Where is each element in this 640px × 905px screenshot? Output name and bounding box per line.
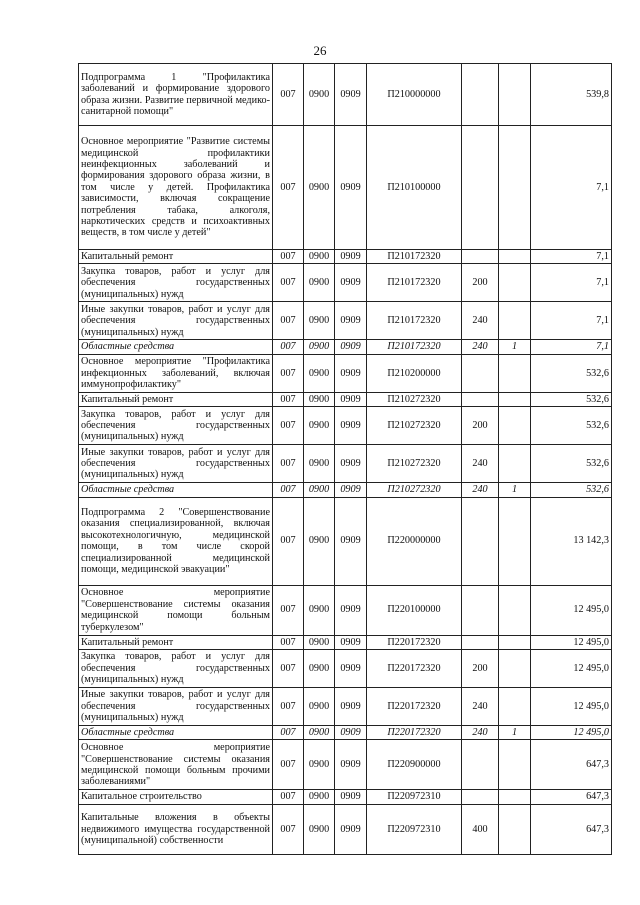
section-code: 0900 [304,302,335,340]
section-code: 0900 [304,445,335,483]
grbs-code: 007 [273,740,304,790]
grbs-code: 007 [273,126,304,250]
row-name: Капитальный ремонт [79,392,273,406]
table-row [79,688,612,726]
target-article-code: П220972310 [367,804,462,854]
target-article-code: П220172320 [367,635,462,649]
section-code: 0900 [304,64,335,126]
funding-source-code: 1 [499,726,531,740]
table-row [79,445,612,483]
row-name: Капитальный ремонт [79,250,273,264]
subsection-code: 0909 [335,250,367,264]
section-code: 0900 [304,804,335,854]
expense-type-code: 240 [462,483,499,497]
table-row [79,585,612,635]
subsection-code: 0909 [335,635,367,649]
section-code: 0900 [304,392,335,406]
subsection-code: 0909 [335,688,367,726]
row-name: Иные закупки товаров, работ и услуг для обеспечения государственных (муниципальных) нужд [79,688,273,726]
amount: 12 495,0 [531,688,612,726]
grbs-code: 007 [273,250,304,264]
target-article-code: П220172320 [367,688,462,726]
amount: 532,6 [531,392,612,406]
amount: 7,1 [531,250,612,264]
grbs-code: 007 [273,585,304,635]
table-row [79,497,612,585]
funding-source-code [499,407,531,445]
table-row [79,407,612,445]
section-code: 0900 [304,790,335,804]
target-article-code: П210100000 [367,126,462,250]
table-row [79,392,612,406]
grbs-code: 007 [273,635,304,649]
amount: 532,6 [531,354,612,392]
grbs-code: 007 [273,804,304,854]
subsection-code: 0909 [335,497,367,585]
table-row [79,264,612,302]
grbs-code: 007 [273,264,304,302]
section-code: 0900 [304,354,335,392]
table-row [79,340,612,354]
funding-source-code: 1 [499,483,531,497]
expense-type-code [462,790,499,804]
subsection-code: 0909 [335,650,367,688]
row-name: Капитальный ремонт [79,635,273,649]
target-article-code: П220172320 [367,650,462,688]
funding-source-code [499,445,531,483]
target-article-code: П210272320 [367,392,462,406]
row-name: Основное мероприятие "Совершенствование системы оказания медицинской помощи больным прочими заболеваниями" [79,740,273,790]
grbs-code: 007 [273,445,304,483]
expense-type-code [462,354,499,392]
grbs-code: 007 [273,354,304,392]
amount: 647,3 [531,790,612,804]
row-name: Областные средства [79,726,273,740]
section-code: 0900 [304,635,335,649]
funding-source-code: 1 [499,340,531,354]
row-name: Основное мероприятие "Совершенствование системы оказания медицинской помощи больным туберкулезом" [79,585,273,635]
amount: 12 495,0 [531,635,612,649]
grbs-code: 007 [273,407,304,445]
subsection-code: 0909 [335,726,367,740]
section-code: 0900 [304,340,335,354]
section-code: 0900 [304,497,335,585]
expense-type-code: 200 [462,264,499,302]
target-article-code: П220000000 [367,497,462,585]
row-name: Закупка товаров, работ и услуг для обеспечения государственных (муниципальных) нужд [79,407,273,445]
table-row [79,635,612,649]
subsection-code: 0909 [335,126,367,250]
subsection-code: 0909 [335,264,367,302]
target-article-code: П220900000 [367,740,462,790]
amount: 7,1 [531,126,612,250]
expense-type-code [462,126,499,250]
expense-type-code [462,740,499,790]
target-article-code: П210272320 [367,407,462,445]
expense-type-code [462,64,499,126]
grbs-code: 007 [273,302,304,340]
expense-type-code: 400 [462,804,499,854]
budget-table [78,63,612,855]
section-code: 0900 [304,650,335,688]
section-code: 0900 [304,585,335,635]
target-article-code: П210200000 [367,354,462,392]
amount: 532,6 [531,445,612,483]
subsection-code: 0909 [335,407,367,445]
subsection-code: 0909 [335,302,367,340]
row-name: Областные средства [79,340,273,354]
funding-source-code [499,126,531,250]
table-row [79,302,612,340]
target-article-code: П210172320 [367,250,462,264]
grbs-code: 007 [273,392,304,406]
expense-type-code: 200 [462,650,499,688]
target-article-code: П220172320 [367,726,462,740]
amount: 7,1 [531,264,612,302]
table-row [79,790,612,804]
expense-type-code [462,497,499,585]
grbs-code: 007 [273,340,304,354]
expense-type-code: 240 [462,302,499,340]
funding-source-code [499,392,531,406]
funding-source-code [499,740,531,790]
expense-type-code: 240 [462,340,499,354]
target-article-code: П220100000 [367,585,462,635]
funding-source-code [499,650,531,688]
subsection-code: 0909 [335,483,367,497]
section-code: 0900 [304,483,335,497]
expense-type-code: 240 [462,688,499,726]
amount: 532,6 [531,407,612,445]
row-name: Подпрограмма 2 "Совершенствование оказания специализированной, включая высокотехнологичную, медицинской помощи, в том числе скорой специализированной медицинской помощи, медицинской эвакуации" [79,497,273,585]
row-name: Основное мероприятие "Профилактика инфекционных заболеваний, включая иммунопрофилактику" [79,354,273,392]
table-row [79,650,612,688]
row-name: Иные закупки товаров, работ и услуг для обеспечения государственных (муниципальных) нужд [79,302,273,340]
section-code: 0900 [304,407,335,445]
table-row [79,250,612,264]
table-row [79,64,612,126]
grbs-code: 007 [273,688,304,726]
section-code: 0900 [304,264,335,302]
expense-type-code: 200 [462,407,499,445]
amount: 13 142,3 [531,497,612,585]
expense-type-code: 240 [462,445,499,483]
subsection-code: 0909 [335,740,367,790]
amount: 12 495,0 [531,585,612,635]
funding-source-code [499,264,531,302]
target-article-code: П210172320 [367,340,462,354]
grbs-code: 007 [273,790,304,804]
amount: 7,1 [531,302,612,340]
target-article-code: П210172320 [367,302,462,340]
row-name: Подпрограмма 1 "Профилактика заболеваний и формирование здорового образа жизни. Развитие первичной медико-санитарной помощи" [79,64,273,126]
funding-source-code [499,302,531,340]
target-article-code: П210172320 [367,264,462,302]
expense-type-code [462,635,499,649]
table-row [79,126,612,250]
subsection-code: 0909 [335,392,367,406]
subsection-code: 0909 [335,340,367,354]
row-name: Иные закупки товаров, работ и услуг для обеспечения государственных (муниципальных) нужд [79,445,273,483]
table-row [79,726,612,740]
funding-source-code [499,804,531,854]
target-article-code: П220972310 [367,790,462,804]
grbs-code: 007 [273,483,304,497]
section-code: 0900 [304,688,335,726]
table-row [79,804,612,854]
row-name: Капитальное строительство [79,790,273,804]
page-number: 26 [313,43,327,58]
subsection-code: 0909 [335,354,367,392]
section-code: 0900 [304,726,335,740]
funding-source-code [499,635,531,649]
funding-source-code [499,688,531,726]
amount: 12 495,0 [531,650,612,688]
grbs-code: 007 [273,650,304,688]
funding-source-code [499,585,531,635]
subsection-code: 0909 [335,445,367,483]
expense-type-code: 240 [462,726,499,740]
amount: 532,6 [531,483,612,497]
amount: 12 495,0 [531,726,612,740]
subsection-code: 0909 [335,804,367,854]
table-row [79,483,612,497]
subsection-code: 0909 [335,585,367,635]
row-name: Областные средства [79,483,273,497]
expense-type-code [462,250,499,264]
table-row [79,354,612,392]
grbs-code: 007 [273,497,304,585]
funding-source-code [499,354,531,392]
section-code: 0900 [304,126,335,250]
table-row [79,740,612,790]
subsection-code: 0909 [335,790,367,804]
funding-source-code [499,250,531,264]
target-article-code: П210272320 [367,483,462,497]
funding-source-code [499,790,531,804]
subsection-code: 0909 [335,64,367,126]
amount: 647,3 [531,740,612,790]
funding-source-code [499,497,531,585]
amount: 647,3 [531,804,612,854]
grbs-code: 007 [273,726,304,740]
row-name: Основное мероприятие "Развитие системы медицинской профилактики неинфекционных заболеваний и формирования здорового образа жизни, в том числе у детей. Профилактика зависимости, включая сокращение потребления табака, алкоголя, наркотических средств и психоактивных веществ, в том числе у детей" [79,126,273,250]
amount: 7,1 [531,340,612,354]
amount: 539,8 [531,64,612,126]
target-article-code: П210272320 [367,445,462,483]
row-name: Закупка товаров, работ и услуг для обеспечения государственных (муниципальных) нужд [79,650,273,688]
expense-type-code [462,392,499,406]
target-article-code: П210000000 [367,64,462,126]
section-code: 0900 [304,740,335,790]
expense-type-code [462,585,499,635]
row-name: Капитальные вложения в объекты недвижимого имущества государственной (муниципальной) собственности [79,804,273,854]
funding-source-code [499,64,531,126]
section-code: 0900 [304,250,335,264]
row-name: Закупка товаров, работ и услуг для обеспечения государственных (муниципальных) нужд [79,264,273,302]
grbs-code: 007 [273,64,304,126]
